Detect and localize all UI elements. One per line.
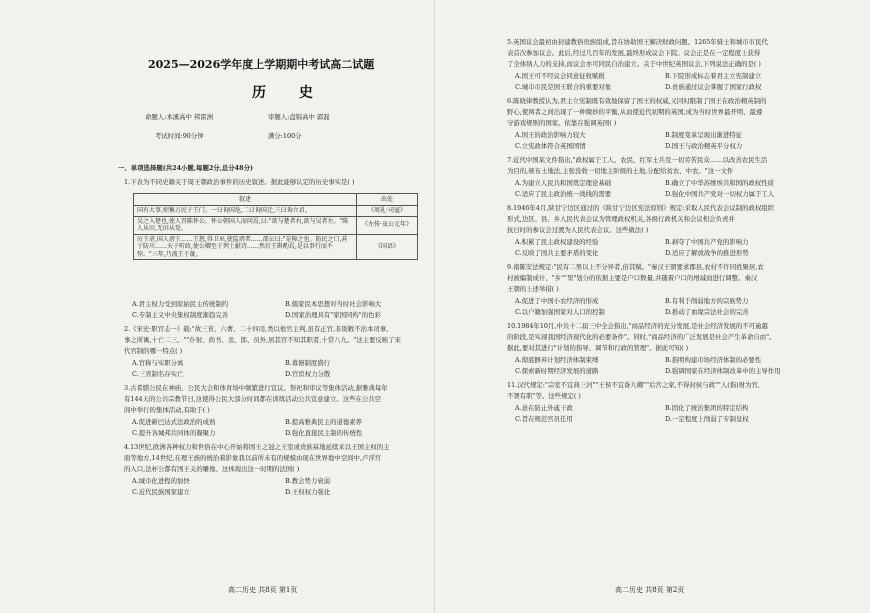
- question-text: 5.英国议会最初由封建教俗贵族组成,旨在协助国王解决财政问题。1265年骑士和城市市民代: [507, 38, 768, 46]
- question-text: 6.陈晓律教授认为,君主立宪制既有效地保留了国王的权威,又同时限制了国王在政治精英制的: [507, 97, 767, 105]
- table-header: 出处: [357, 194, 418, 206]
- section-heading: 一、单项选择题(共24小题,每题2分,总分48分): [118, 164, 253, 172]
- table-cell: 国有大事,则集万民于王门。一曰询国危,二曰询国迁,三曰询立君。: [134, 206, 357, 217]
- answer-option: C.立宪政体符合英国国情: [515, 142, 586, 150]
- answer-option: D.适应了解放战争的推进形势: [665, 249, 749, 257]
- answer-option: B.固化了统治集团的特定结构: [665, 404, 749, 412]
- exam-time: 考试时间:90分钟: [155, 132, 204, 140]
- question-text: 村被编制成什、"乡""里"划分的依据主要是户口数量,并随着户口的增减而进行调整。秦汉: [507, 274, 758, 282]
- table-cell: 《周礼·司寇》: [357, 206, 418, 217]
- question-text: 11.汉代规定:"宗室不宜典三河""王侯不宜备九卿""后宫之家,不得封侯与政""人(指)财为官,: [507, 381, 760, 389]
- answer-option: C.探索新时期经济发展的道路: [515, 367, 599, 375]
- answer-option: A.国王可不经议会同意征收赋税: [515, 72, 605, 80]
- table-cell: 厉王虐,国人谤王……王怒,得卫巫,使监谤者……邵公曰:"是障之也。防民之口,甚于防川……天子听政,使公卿至于列士献诗……然后王斟酌焉,是以事行而不悖。"三年,乃流王于彘。: [134, 234, 357, 260]
- answer-option: C.旨在规范官员任用: [515, 415, 573, 423]
- page-footer: 高二历史 共8页 第2页: [615, 586, 685, 594]
- question-text: 3.古希腊公民在神庙、公民大会和体育场中频繁进行宣议、祭祀和审议等集体活动,据雅典每年: [124, 384, 388, 392]
- answer-option: D.推动了血缘宗法社会的完善: [665, 308, 749, 316]
- answer-option: B.下院形成标志着君主立宪制建立: [665, 72, 762, 80]
- question-text: 守游戏规则的国家。依靠在强调英国( ): [507, 119, 617, 127]
- question-text: 了全体纳人力的支持,而议会亦可同民自治建立。关于中世纪英国议会,下列说法正确的是( ): [507, 60, 761, 68]
- answer-option: A.为建立人民共和国奠定理论基础: [515, 179, 612, 187]
- answer-option: A.意在防止外戚干政: [515, 404, 573, 412]
- setter-info: 命题人:本溪高中 邦雷洲: [145, 113, 214, 121]
- answer-option: C.专制主义中央集权制度渐趋完善: [132, 311, 229, 319]
- exam-title: 2025—2026学年度上学期期中考试高二试题: [148, 58, 375, 71]
- answer-option: B.募僚制度盛行: [285, 359, 331, 367]
- question-text: 的阶段,是实现我国经济现代化的必要条件"。同时,"商品经济的广泛发展是社会产生革命自由"。: [507, 333, 776, 341]
- answer-option: B.儒家民本思想对当时社会影响大: [285, 300, 382, 308]
- answer-option: C.三省制名存实亡: [132, 370, 184, 378]
- question-text: 间中举行的集体活动,有助于( ): [124, 406, 210, 414]
- answer-option: C.提升各城邦共同体的凝聚力: [132, 429, 216, 437]
- table-cell: 《国语》: [357, 234, 418, 260]
- answer-option: C.适应了民主政治统一战线的需要: [515, 190, 612, 198]
- question-text: 1.下表为不同史籍关于周王朝政治事件的历史叙述。据此能够认定的历史事实是( ): [124, 178, 355, 186]
- answer-option: C.反映了国共主要矛盾的变化: [515, 249, 599, 257]
- question-text: 2.《宋史·职官志一》载:"故三省、六曹、二十四司,类以他官主判,虽有正官,非别敕不治本司事,: [124, 325, 389, 333]
- answer-option: D.强调国家在经济体制改革中的主导作用: [665, 367, 781, 375]
- question-text: 不署有职"等。这些规定( ): [507, 392, 581, 400]
- question-text: 4.13世纪,欧洲各种权力和世俗在中心开始将国王之冠之王室或贵族基地延续来以王国主权的主: [124, 443, 390, 451]
- question-text: 野心,使两者之间出现了一种微妙的平衡,从而使近代初期的英国,成为当时世界最开明、最遵: [507, 108, 763, 116]
- answer-option: C.近代民族国家建立: [132, 488, 190, 496]
- reviewer-info: 审题人:盘锦高中 郭磊: [268, 113, 330, 121]
- answer-option: D.王权权力强化: [285, 488, 331, 496]
- question-text: 抗日时的参议会过渡为人民代表会议。这些做法( ): [507, 226, 649, 234]
- answer-option: A.积累了民主政权建设的经验: [515, 238, 599, 246]
- answer-option: A.国王的政治影响力较大: [515, 131, 586, 139]
- question-text: 事之所寓,十亡二三。""仆射、尚书、丞、郎、员外,居其官不知其职者,十常八九。"这主要反映了宋: [124, 336, 401, 344]
- page-footer: 高二历史 共8页 第1页: [228, 586, 298, 594]
- question-text: 代官制的哪一特点( ): [124, 347, 183, 355]
- answer-option: B.确立了中华苏维埃共和国的政权性质: [665, 179, 774, 187]
- right-page: [435, 0, 870, 613]
- answer-option: D.贵族通过议会掌握了国家行政权: [665, 83, 762, 91]
- answer-option: D.国家治理具有"家国同构"的色彩: [285, 311, 381, 319]
- answer-option: B.剥夺了中国共产党的影响力: [665, 238, 749, 246]
- answer-option: D.一定程度上削弱了专制皇权: [665, 415, 749, 423]
- table-header-row: [134, 194, 418, 206]
- question-text: 面等地方,14世纪,在理王族的统治着影象我以前所未有的规模由现在世界地中空间中,卢浮宫: [124, 454, 382, 462]
- answer-option: B.制度变革呈现出渐进特征: [665, 131, 743, 139]
- question-text: 有144天的公共宗教节日,这使得公民大部分时间都在训练活动公共宣意建立。这些在公共空: [124, 395, 382, 403]
- table-row: [134, 216, 418, 234]
- answer-option: A.促进了中国小农经济的形成: [515, 297, 599, 305]
- table-row: [134, 234, 418, 260]
- answer-option: B.教会势力衰弱: [285, 477, 331, 485]
- answer-option: D.强化直接民主制的传统性: [285, 429, 363, 437]
- question-text: 8.1946年4月,陕甘宁边区通过的《陕甘宁边区宪法原则》规定:采取人民代表会议制的政权组织: [507, 204, 775, 212]
- answer-option: A.促进新巴达式法政治的成熟: [132, 418, 216, 426]
- answer-option: B.提高雅典民主的道德素养: [285, 418, 363, 426]
- answer-option: A.彻底摒弃计划经济体制束缚: [515, 356, 599, 364]
- answer-option: C.以户籍加强国家对人口的控制: [515, 308, 605, 316]
- question-text: 形式,边区、县、乡人民代表会议为管理政权机关,各级行政机关和会议相会负责并: [507, 215, 735, 223]
- table-cell: 《左传·哀公元年》: [357, 216, 418, 234]
- answer-option: C.城市市民是国王联合的重要对象: [515, 83, 612, 91]
- question-text: 表首次参加议会。此后,经过几百年的发展,最终形成议会下院。议会正是在一定程度上获得: [507, 49, 761, 57]
- question-text: 据此,要对其进行"计划的指导、调节和行政的管理"。据此可知( ): [507, 344, 689, 352]
- answer-option: A.君主权力受到原始民主传统制约: [132, 300, 229, 308]
- answer-option: D.国王与政治精英平分权力: [665, 142, 743, 150]
- answer-option: A.城市化进程的加快: [132, 477, 190, 485]
- answer-option: D.强化中国共产党对一切权力属于工人: [665, 190, 775, 198]
- answer-option: B.指明构建市场经济体制的必要性: [665, 356, 762, 364]
- question-text: 7.近代中国某文件指出,"政权属于工人、农民、红军士兵及一切劳苦民众……以改善农民生活: [507, 156, 768, 164]
- table-row: [134, 206, 418, 217]
- source-table: [133, 193, 418, 260]
- question-text: 的入口,法杯公都有国王关的雕像。这体现出这一时期的法国( ): [124, 465, 300, 473]
- answer-option: A.官称与实职分离: [132, 359, 184, 367]
- table-cell: 吴之入楚也,使人召陈怀公。怀公朝国人而问焉,曰:"欲与楚者右,欲与吴者左。"陈人从田,无田从党。: [134, 216, 357, 234]
- answer-option: D.官宦权力分散: [285, 370, 331, 378]
- answer-option: B.有利于削弱地方的宗族势力: [665, 297, 749, 305]
- subject-heading: 历 史: [252, 85, 327, 101]
- full-score: 满分:100分: [268, 132, 302, 140]
- table-header: 叙述: [134, 194, 357, 206]
- question-text: 王朝的上述举措( ): [507, 285, 559, 293]
- question-text: 10.1984年10月,中共十二届三中全会指出,"商品经济的充分发展,是社会经济发展的不可逾越: [507, 322, 768, 330]
- question-text: 为目的,颁布土地法,主张没收一切地主阶级的土地,分配给贫农、中农。"这一文件: [507, 167, 734, 175]
- question-text: 9.南陈安法规定:"民有二男以上不分异者,倍其赋。"秦汉王朝要求郡县,农村不许同姓聚居,农: [507, 263, 764, 271]
